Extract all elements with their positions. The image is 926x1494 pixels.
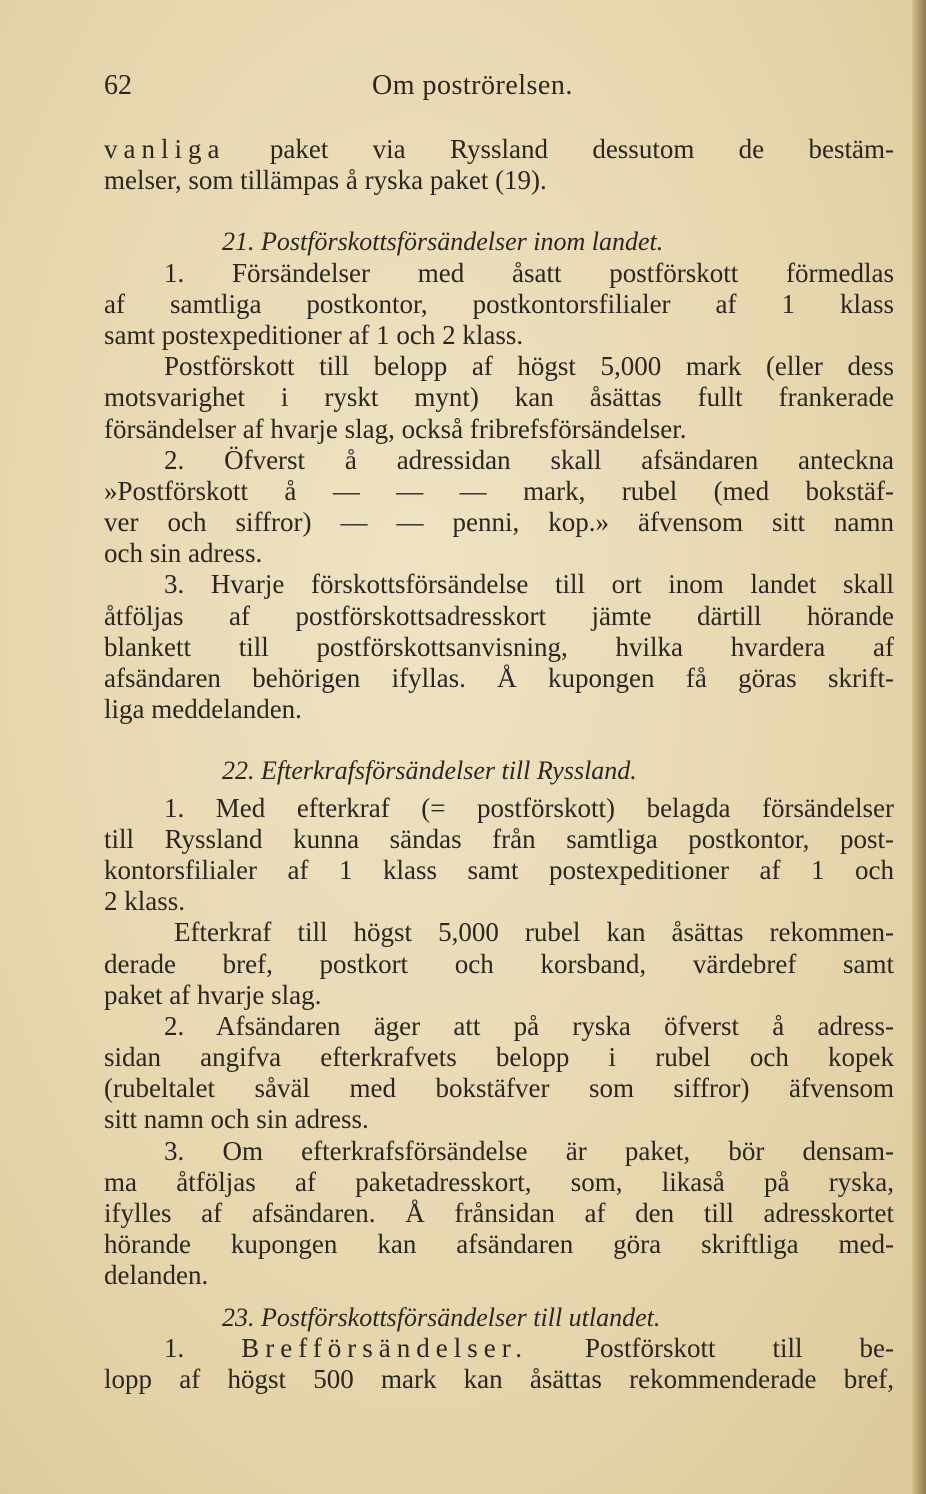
section-23-heading: 23. Postförskottsförsändelser till utlandet. bbox=[222, 1302, 661, 1332]
text-line: lopp af högst 500 mark kan åsättas rekommenderade bref, bbox=[104, 1363, 894, 1394]
page-header bbox=[104, 70, 894, 114]
text-line: 2. Öfverst å adressidan skall afsändaren anteckna bbox=[164, 444, 894, 475]
section-21-heading: 21. Postförskottsförsändelser inom landet. bbox=[222, 227, 664, 257]
body-text bbox=[104, 134, 894, 1395]
page-number: 62 bbox=[104, 70, 132, 101]
text-line: sitt namn och sin adress. bbox=[104, 1104, 369, 1135]
line-prefix: 1. bbox=[164, 1332, 242, 1363]
text-line: af samtliga postkontor, postkontorsfilialer af 1 klass bbox=[104, 288, 894, 319]
text-line: blankett till postförskottsanvisning, hvilka hvardera af bbox=[104, 631, 894, 662]
line-rest: paket via Ryssland dessutom de bestäm- bbox=[225, 134, 894, 164]
text-line: delanden. bbox=[104, 1260, 209, 1291]
text-line: 2 klass. bbox=[104, 886, 185, 917]
text-line: hörande kupongen kan afsändaren göra skriftliga med- bbox=[104, 1229, 894, 1260]
text-line: 2. Afsändaren äger att på ryska öfverst å adress- bbox=[164, 1010, 894, 1041]
text-line: derade bref, postkort och korsband, värdebref samt bbox=[104, 948, 894, 979]
text-line: Efterkraf till högst 5,000 rubel kan åsättas rekommen- bbox=[174, 917, 894, 948]
text-line: samt postexpeditioner af 1 och 2 klass. bbox=[104, 319, 524, 350]
text-line: (rubeltalet såväl med bokstäfver som siffror) äfvensom bbox=[104, 1073, 894, 1104]
text-line: 1. Försändelser med åsatt postförskott förmedlas bbox=[164, 257, 894, 288]
text-line: åtföljas af postförskottsadresskort jämte därtill hörande bbox=[104, 600, 894, 631]
text-line: 3. Hvarje förskottsförsändelse till ort inom landet skall bbox=[164, 569, 894, 600]
text-line: Postförskott till belopp af högst 5,000 mark (eller dess bbox=[164, 351, 894, 382]
text-line: ifylles af afsändaren. Å frånsidan af den till adresskortet bbox=[104, 1198, 894, 1228]
running-title: Om poströrelsen. bbox=[372, 70, 573, 101]
text-line: ver och siffror) — — penni, kop.» äfvensom sitt namn bbox=[104, 507, 894, 538]
text-line: paket af hvarje slag. bbox=[104, 979, 322, 1010]
page-edge bbox=[912, 0, 926, 1494]
text-line: melser, som tillämpas å ryska paket (19). bbox=[104, 165, 547, 196]
text-line: »Postförskott å — — — mark, rubel (med bokstäf- bbox=[104, 475, 894, 506]
text-line: liga meddelanden. bbox=[104, 694, 302, 725]
text-line: ma åtföljas af paketadresskort, som, likaså på ryska, bbox=[104, 1166, 894, 1197]
line-rest: Postförskott till be- bbox=[527, 1332, 895, 1363]
text-line: till Ryssland kunna sändas från samtliga postkontor, post- bbox=[104, 823, 894, 854]
text-line: 1. Med efterkraf (= postförskott) belagda försändelser bbox=[164, 792, 894, 823]
text-line bbox=[104, 1333, 894, 1364]
text-line: kontorsfilialer af 1 klass samt postexpeditioner af 1 och bbox=[104, 854, 894, 885]
text-line: motsvarighet i ryskt mynt) kan åsättas fullt frankerade bbox=[104, 382, 894, 413]
text-line: sidan angifva efterkrafvets belopp i rubel och kopek bbox=[104, 1042, 894, 1073]
spaced-word: Brefförsändelser. bbox=[241, 1332, 528, 1363]
section-22-heading: 22. Efterkrafsförsändelser till Ryssland. bbox=[222, 756, 637, 786]
spaced-word: vanliga bbox=[104, 134, 226, 164]
text-line: försändelser af hvarje slag, också fribrefsförsändelser. bbox=[104, 413, 687, 444]
text-line bbox=[104, 134, 894, 165]
text-line: och sin adress. bbox=[104, 538, 263, 569]
text-line: afsändaren behörigen ifyllas. Å kupongen få göras skrift- bbox=[104, 663, 894, 693]
text-line: 3. Om efterkrafsförsändelse är paket, bör densam- bbox=[164, 1135, 894, 1166]
